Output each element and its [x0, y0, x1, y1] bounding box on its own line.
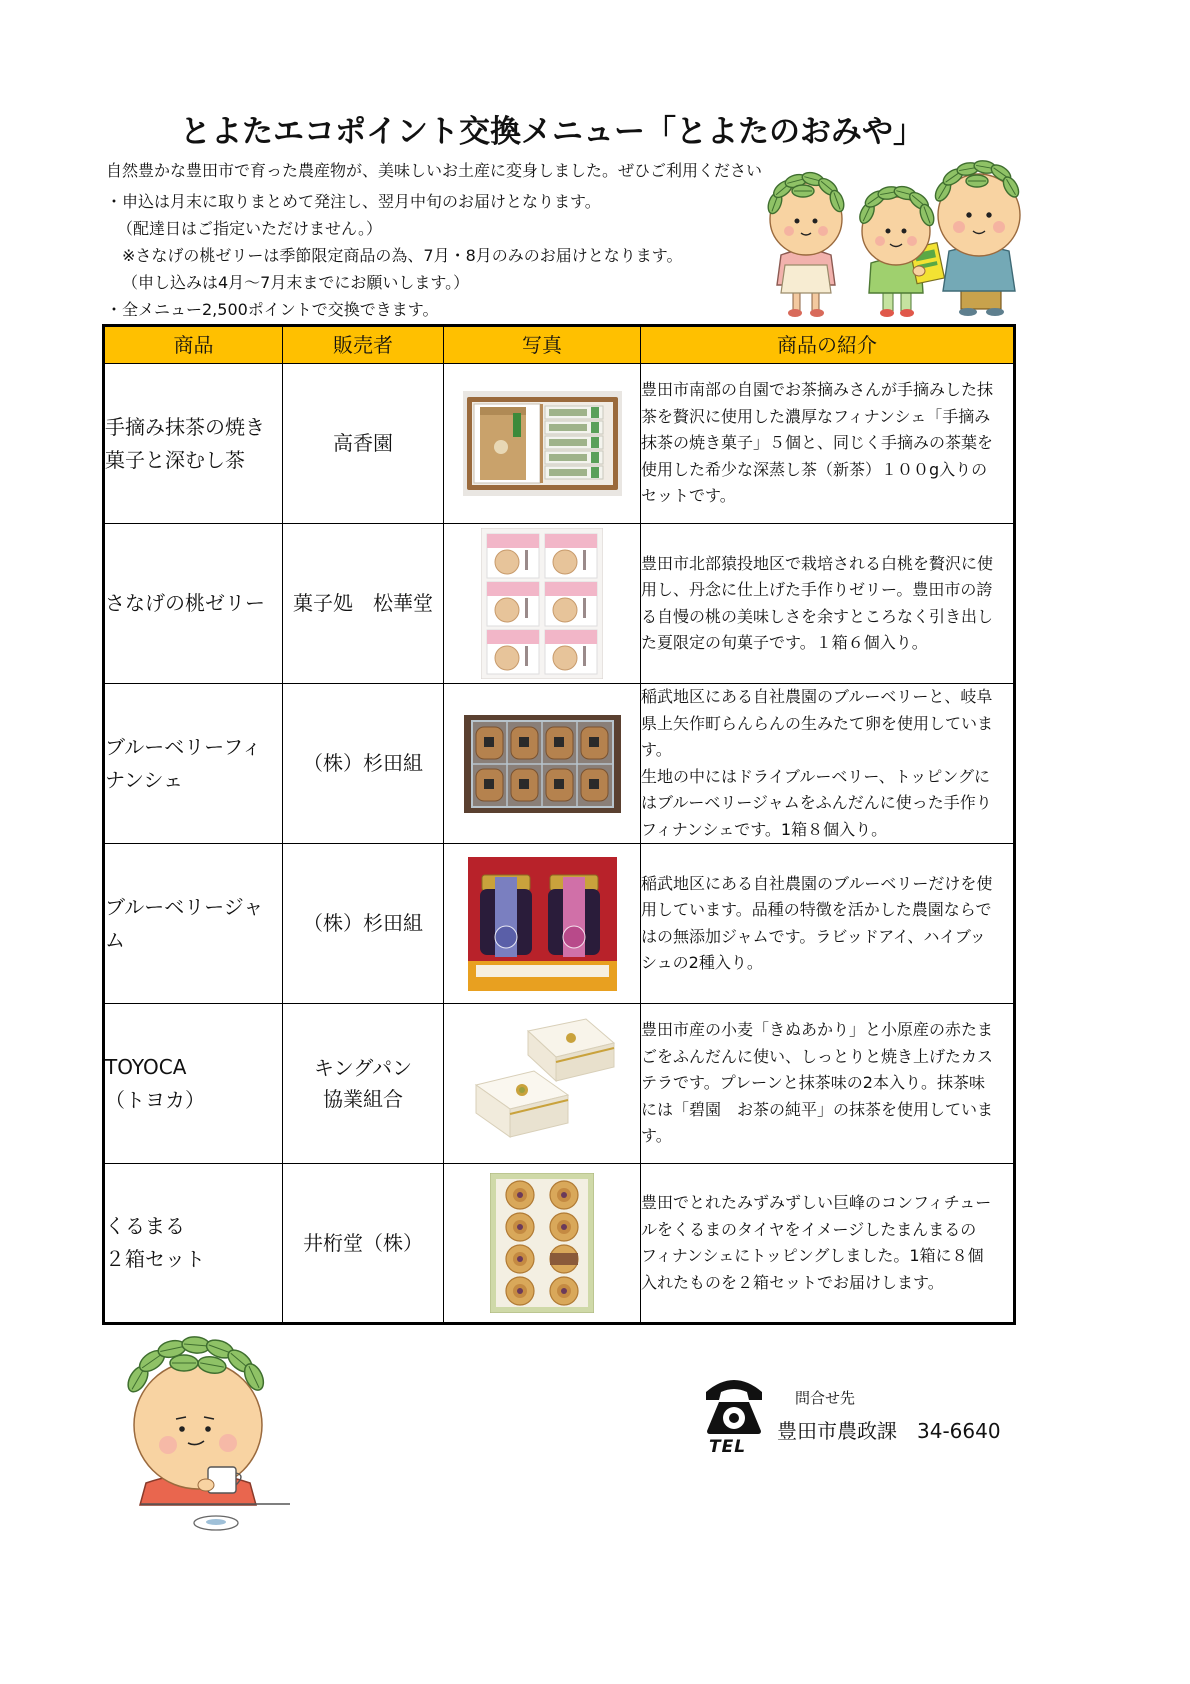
product-name-cell — [104, 844, 283, 1004]
table-row — [104, 844, 1015, 1004]
product-name-line: くるまる — [105, 1214, 185, 1238]
description-line: 稲武地区にある自社農園のブルーベリーと、岐阜 — [641, 687, 993, 706]
note-line: ※さなげの桃ゼリーは季節限定商品の為、7月・8月のみのお届けとなります。 — [122, 246, 683, 265]
tel-label: TEL — [709, 1437, 747, 1457]
product-name-line: さなげの桃ゼリー — [105, 591, 265, 615]
description-line: 用し、丹念に仕上げた手作りゼリー。豊田市の誇 — [641, 580, 993, 599]
mascot-trio-illustration — [763, 151, 1022, 319]
mascot-with-cup-illustration — [124, 1333, 290, 1536]
seller-name-line: （株）杉田組 — [303, 911, 423, 935]
description-cell — [641, 524, 1015, 684]
product-name-line: ム — [105, 927, 125, 952]
table-row — [104, 684, 1015, 844]
description-line: 県上矢作町らんらんの生みたて卵を使用していま — [641, 713, 994, 733]
description-line: 稲武地区にある自社農園のブルーベリーだけを使 — [641, 873, 993, 893]
product-name-cell — [104, 1004, 283, 1164]
description-line: はの無添加ジャムです。ラビッドアイ、ハイブッ — [641, 926, 986, 946]
description-cell — [641, 1004, 1015, 1164]
product-name-cell — [104, 364, 283, 524]
description-cell — [641, 364, 1015, 524]
description-line: ルをくるまのタイヤをイメージしたまんまるの — [641, 1219, 977, 1239]
description-line: る自慢の桃の美味しさを余すところなく引き出し — [641, 606, 994, 626]
table-row — [104, 524, 1015, 684]
intro-text: 自然豊かな豊田市で育った農産物が、美味しいお土産に変身しました。ぜひご利用ください — [106, 161, 763, 180]
product-name-line: TOYOCA — [105, 1054, 187, 1079]
description-line: シュの2種入り。 — [641, 953, 763, 972]
seller-name-line: （株）杉田組 — [303, 751, 423, 775]
header-product: 商品 — [104, 326, 283, 364]
seller-cell — [283, 684, 444, 844]
header-seller: 販売者 — [283, 326, 444, 364]
seller-cell — [283, 844, 444, 1004]
photo-cell — [444, 524, 641, 684]
photo-cell — [444, 844, 641, 1004]
description-line: す。 — [641, 740, 672, 759]
table-header-row — [104, 326, 1015, 364]
contact-phone: 豊田市農政課 34-6640 — [777, 1419, 1001, 1443]
seller-name-line: 菓子処 松華堂 — [293, 591, 433, 615]
description-line: には「碧園 お茶の純平」の抹茶を使用していま — [641, 1099, 994, 1119]
description-line: ごをふんだんに使い、しっとりと焼き上げたカス — [641, 1046, 994, 1066]
table-row — [104, 364, 1015, 524]
seller-name-line: 井桁堂（株） — [303, 1230, 423, 1255]
photo-cell — [444, 1004, 641, 1164]
note-line: （配達日はご指定いただけません。） — [117, 219, 382, 238]
header-description: 商品の紹介 — [641, 326, 1015, 364]
seller-cell — [283, 1004, 444, 1164]
tea-and-sweets-gift-box-photo — [463, 391, 622, 496]
menu-table — [102, 324, 1016, 1325]
product-name-line: ナンシェ — [105, 767, 184, 792]
seller-name-line: 高香園 — [333, 431, 393, 455]
page-title: とよたエコポイント交換メニュー「とよたのおみや」 — [180, 114, 924, 150]
table-row — [104, 1164, 1015, 1324]
castella-boxes-photo — [468, 1015, 617, 1153]
description-line: 生地の中にはドライブルーベリー、トッピングに — [641, 766, 990, 786]
jam-jar — [548, 875, 600, 957]
description-line: 豊田市産の小麦「きぬあかり」と小原産の赤たま — [641, 1020, 994, 1040]
product-name-cell — [104, 1164, 283, 1324]
photo-cell — [444, 364, 641, 524]
table-row — [104, 1004, 1015, 1164]
note-line: （申し込みは4月～7月末までにお願いします。） — [122, 273, 470, 292]
description-line: フィナンシェです。1箱８個入り。 — [641, 819, 888, 839]
blueberry-financier-tray-photo — [464, 715, 621, 813]
note-line: ・申込は月末に取りまとめて発注し、翌月中旬のお届けとなります。 — [106, 192, 601, 211]
product-name-line: ２箱セット — [105, 1247, 205, 1271]
description-line: 豊田でとれたみずみずしい巨峰のコンフィチュー — [641, 1193, 992, 1212]
peach-jelly-box-photo — [481, 528, 603, 679]
description-line: 入れたものを２箱セットでお届けします。 — [641, 1272, 944, 1292]
description-line: はブルーベリージャムをふんだんに使った手作り — [641, 793, 992, 812]
photo-cell — [444, 684, 641, 844]
blueberry-jam-jars-photo — [468, 857, 617, 991]
description-line: す。 — [641, 1126, 672, 1146]
description-line: 豊田市南部の自園でお茶摘みさんが手摘みした抹 — [641, 380, 994, 400]
mascot-right-body — [943, 247, 1015, 316]
note-line: ・全メニュー2,500ポイントで交換できます。 — [106, 300, 439, 319]
photo-cell — [444, 1164, 641, 1324]
product-name-line: （トヨカ） — [105, 1087, 205, 1112]
product-name-line: 手摘み抹茶の焼き — [105, 414, 265, 439]
description-line: 用しています。品種の特徴を活かした農園ならで — [641, 900, 992, 919]
seller-cell — [283, 1164, 444, 1324]
description-cell — [641, 1164, 1015, 1324]
header-photo: 写真 — [444, 326, 641, 364]
description-line: 茶を贅沢に使用した濃厚なフィナンシェ「手摘み — [641, 406, 991, 426]
mascot-head — [134, 1361, 262, 1489]
rotary-telephone-icon — [703, 1374, 765, 1436]
description-line: 使用した希少な深蒸し茶（新茶）１００g入りの — [641, 459, 988, 479]
description-cell — [641, 844, 1015, 1004]
description-cell — [641, 684, 1015, 844]
description-line: テラです。プレーンと抹茶味の2本入り。抹茶味 — [641, 1073, 985, 1093]
description-line: た夏限定の旬菓子です。１箱６個入り。 — [641, 633, 928, 652]
description-line: フィナンシェにトッピングしました。1箱に８個 — [641, 1246, 984, 1265]
product-name-cell — [104, 524, 283, 684]
saucer — [194, 1516, 238, 1530]
product-name-line: ブルーベリージャ — [105, 894, 264, 919]
product-name-line: ブルーベリーフィ — [105, 734, 262, 759]
seller-cell — [283, 364, 444, 524]
contact-label: 問合せ先 — [795, 1389, 856, 1407]
product-name-cell — [104, 684, 283, 844]
mascot-left-body — [777, 250, 835, 317]
round-financier-box-photo — [490, 1173, 594, 1313]
description-line: 抹茶の焼き菓子」５個と、同じく手摘みの茶葉を — [641, 433, 994, 453]
description-line: セットです。 — [641, 486, 736, 506]
product-name-line: 菓子と深むし茶 — [105, 447, 245, 472]
seller-cell — [283, 524, 444, 684]
jam-jar — [480, 875, 532, 957]
seller-name-line: 協業組合 — [323, 1086, 403, 1111]
description-line: 豊田市北部猿投地区で栽培される白桃を贅沢に使 — [641, 553, 994, 573]
seller-name-line: キングパン — [313, 1055, 413, 1080]
